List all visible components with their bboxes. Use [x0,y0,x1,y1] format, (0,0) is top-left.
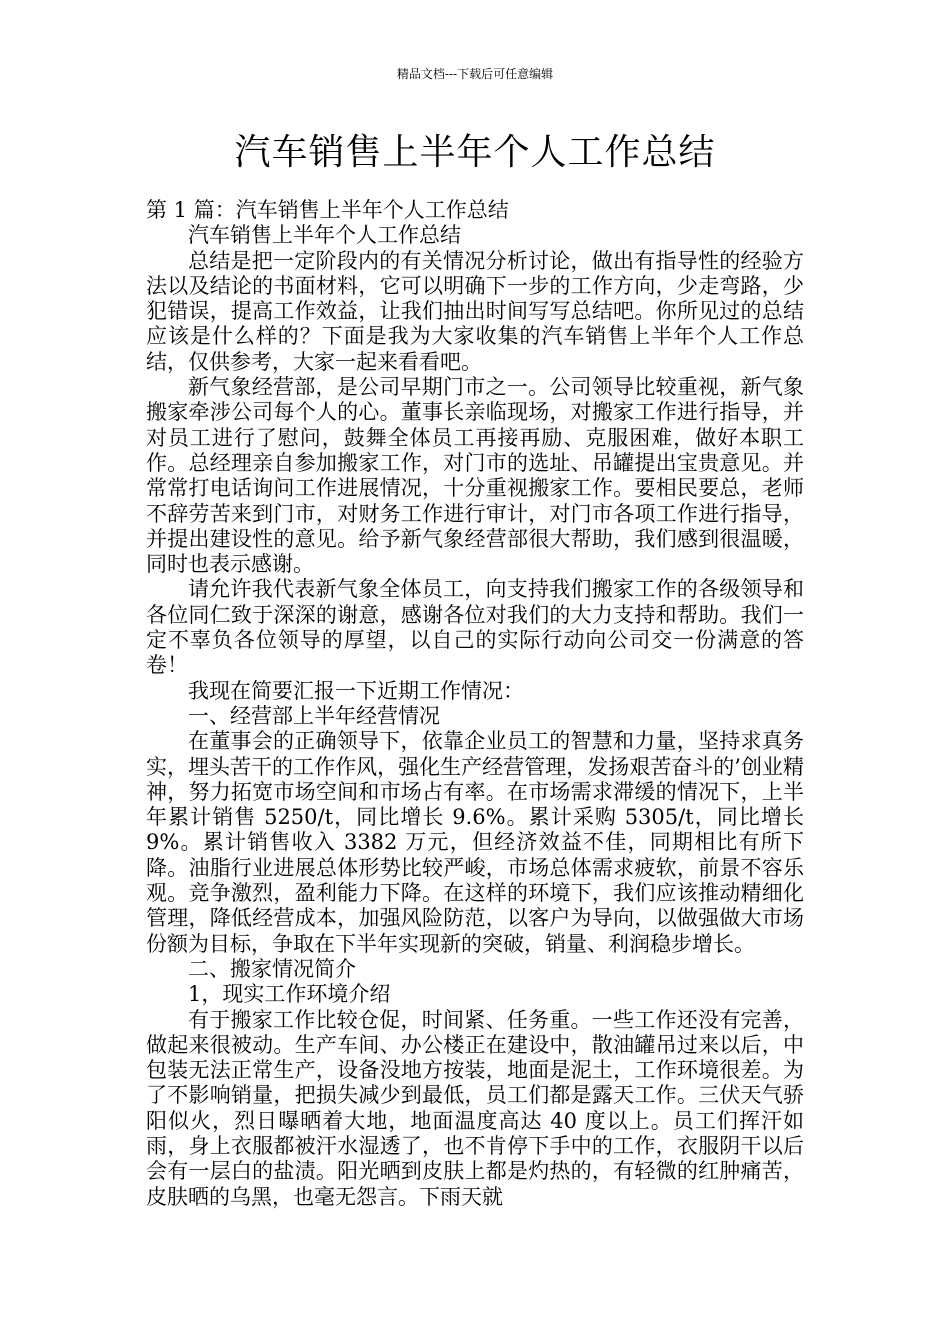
page-header-note: 精品文档---下载后可任意编辑 [396,67,554,81]
paragraph-environment: 有于搬家工作比较仓促，时间紧、任务重。一些工作还没有完善，做起来很被动。生产车间、办公楼正在建设中，散油罐吊过来以后，中包装无法正常生产，设备没地方按装，地面是泥土，工作环境很差。为了不影响销量，把损失减少到最低，员工们都是露天工作。三伏天气骄阳似火，烈日曝晒着大地，地面温度高达 40 度以上。员工们挥汗如雨，身上衣服都被汗水湿透了，也不肯停下手中的工作，衣服阴干以后会有一层白的盐渍。阳光晒到皮肤上都是灼热的，有轻微的红肿痛苦，皮肤晒的乌黑，也毫无怨言。下雨天就 [146,1007,804,1209]
paragraph-thanks: 请允许我代表新气象全体员工，向支持我们搬家工作的各级领导和各位同仁致于深深的谢意，感谢各位对我们的大力支持和帮助。我们一定不辜负各位领导的厚望，以自己的实际行动向公司交一份满意的答卷！ [146,577,804,678]
paragraph-heading-environment: 1，现实工作环境介绍 [188,982,391,1007]
paragraph-department-background: 新气象经营部，是公司早期门市之一。公司领导比较重视，新气象搬家牵涉公司每个人的心。董事长亲临现场，对搬家工作进行指导，并对员工进行了慰问，鼓舞全体员工再接再励、克服困难，做好本职工作。总经理亲自参加搬家工作，对门市的选址、吊罐提出宝贵意见。并常常打电话询问工作进展情况，十分重视搬家工作。要相民要总，老师不辞劳苦来到门市，对财务工作进行审计，对门市各项工作进行指导，并提出建设性的意见。给予新气象经营部很大帮助，我们感到很温暖，同时也表示感谢。 [146,375,804,577]
paragraph-operations: 在董事会的正确领导下，依靠企业员工的智慧和力量，坚持求真务实，埋头苦干的工作作风，强化生产经营管理，发扬艰苦奋斗的’创业精神，努力拓宽市场空间和市场占有率。在市场需求滞缓的情况下，上半年累计销售 5250/t，同比增长 9.6%。累计采购 5305/t，同比增长 9%。累计销售收入 3382 万元，但经济效益不佳，同期相比有所下降。油脂行业进展总体形势比较严峻，市场总体需求疲软，前景不容乐观。竞争激烈，盈利能力下降。在这样的环境下，我们应该推动精细化管理，降低经营成本，加强风险防范，以客户为导向，以做强做大市场份额为目标，争取在下半年实现新的突破，销量、利润稳步增长。 [146,729,804,956]
paragraph-intro: 总结是把一定阶段内的有关情况分析讨论，做出有指导性的经验方法以及结论的书面材料，它可以明确下一步的工作方向，少走弯路，少犯错误，提高工作效益，让我们抽出时间写写总结吧。你所见过的总结应该是什么样的？下面是我为大家收集的汽车销售上半年个人工作总结，仅供参考，大家一起来看看吧。 [146,248,804,374]
document-title: 汽车销售上半年个人工作总结 [234,132,716,173]
paragraph-heading-operations: 一、经营部上半年经营情况 [188,703,440,728]
paragraph-heading-relocation: 二、搬家情况简介 [188,956,356,981]
paragraph-section-heading: 第 1 篇：汽车销售上半年个人工作总结 [146,198,509,222]
paragraph-subtitle: 汽车销售上半年个人工作总结 [188,223,461,248]
paragraph-report-lead: 我现在简要汇报一下近期工作情况： [188,678,524,703]
document-body [146,198,804,1210]
